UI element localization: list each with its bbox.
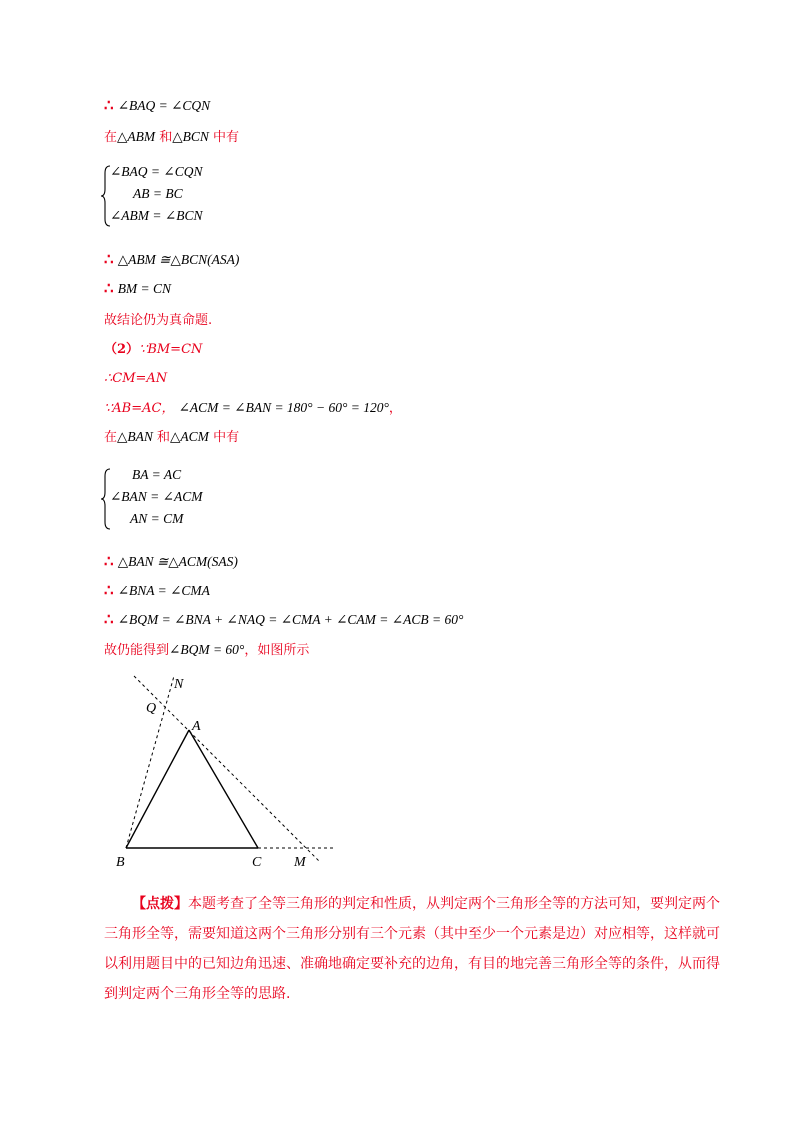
text: 中有 (208, 130, 240, 145)
text: 和 (155, 130, 173, 145)
note-paragraph (104, 889, 724, 1009)
line-cm-an: ∴CM=AN (104, 371, 168, 386)
point-label-m: M (294, 855, 306, 870)
text: ∵BM=CN (139, 342, 203, 357)
note-text: 本题考查了全等三角形的判定和性质，从判定两个三角形全等的方法可知，要判定两个三角形全等，需要知道这两个三角形分别有三个元素（其中至少一个元素是边）对应相等，这样就可以利用题目中的已知边角迅速、准确地确定要补充的边角，有目的地完善三角形全等的条件，从而得到判定两个三角形全等的思路. (104, 896, 720, 1002)
segment-ab (126, 730, 189, 848)
geometry-figure (116, 672, 350, 872)
therefore-symbol: ∴ (104, 610, 114, 628)
line-bna-cma (104, 581, 210, 601)
text: ， (388, 401, 402, 416)
math-expression: △BAN (117, 429, 153, 444)
line-congruent-asa (104, 250, 239, 270)
math-expression: ∠BQM = 60° (169, 642, 245, 657)
note-tag: 【点拨】 (132, 896, 188, 912)
math-expression: △ABM ≅△BCN(ASA) (117, 252, 240, 267)
segment-ac (189, 730, 258, 848)
line-conclusion: 故结论仍为真命题. (104, 313, 213, 328)
therefore-symbol: ∴ (104, 581, 114, 599)
math-expression: ∠ACM = ∠BAN = 180° − 60° = 120° (178, 400, 389, 415)
math-expression: ∠BNA = ∠CMA (117, 583, 210, 598)
point-label-c: C (252, 855, 262, 870)
point-label-a: A (192, 719, 201, 734)
text: 中有 (208, 430, 240, 445)
math-expression: ∠BQM = ∠BNA + ∠NAQ = ∠CMA + ∠CAM = ∠ACB = 60° (117, 612, 464, 627)
dashed-line-qm (134, 676, 320, 862)
line-in-triangles (104, 128, 239, 147)
text: 在 (104, 130, 118, 145)
math-expression: ∠BAQ = ∠CQN (117, 98, 211, 113)
line-part2 (104, 341, 202, 359)
text: ∵AB=AC， (104, 401, 175, 416)
math-expression: △ACM (170, 429, 209, 444)
line-bqm-chain (104, 610, 463, 630)
system-row: ∠BAN = ∠ACM (110, 489, 203, 504)
therefore-symbol: ∴ (104, 279, 114, 297)
text: 和 (152, 430, 171, 445)
line-ab-ac (104, 399, 402, 418)
line-result (104, 641, 309, 660)
therefore-symbol: ∴ (104, 552, 114, 570)
math-expression: △BAN ≅△ACM(SAS) (117, 554, 238, 569)
system-row: ∠ABM = ∠BCN (110, 208, 203, 223)
point-label-q: Q (146, 701, 157, 716)
system-row: AN = CM (130, 511, 184, 526)
system-row: AB = BC (133, 186, 183, 201)
system-row: ∠BAQ = ∠CQN (110, 164, 203, 179)
therefore-symbol: ∴ (104, 250, 114, 268)
text: 在 (104, 430, 118, 445)
system-row: BA = AC (132, 467, 182, 482)
text: ，如图所示 (244, 643, 310, 658)
line-bm-cn (104, 279, 171, 299)
line-therefore-baq-cqn (104, 96, 210, 116)
line-in-triangles-2 (104, 428, 239, 447)
point-label-n: N (174, 677, 184, 692)
line-congruent-sas (104, 552, 238, 572)
math-expression: △ABM (117, 129, 156, 144)
point-label-b: B (116, 855, 125, 870)
math-expression: BM = CN (117, 281, 172, 296)
math-expression: △BCN (172, 129, 209, 144)
therefore-symbol: ∴ (104, 96, 114, 114)
part-label: （2） (104, 342, 140, 357)
text: 故仍能得到 (104, 643, 170, 658)
